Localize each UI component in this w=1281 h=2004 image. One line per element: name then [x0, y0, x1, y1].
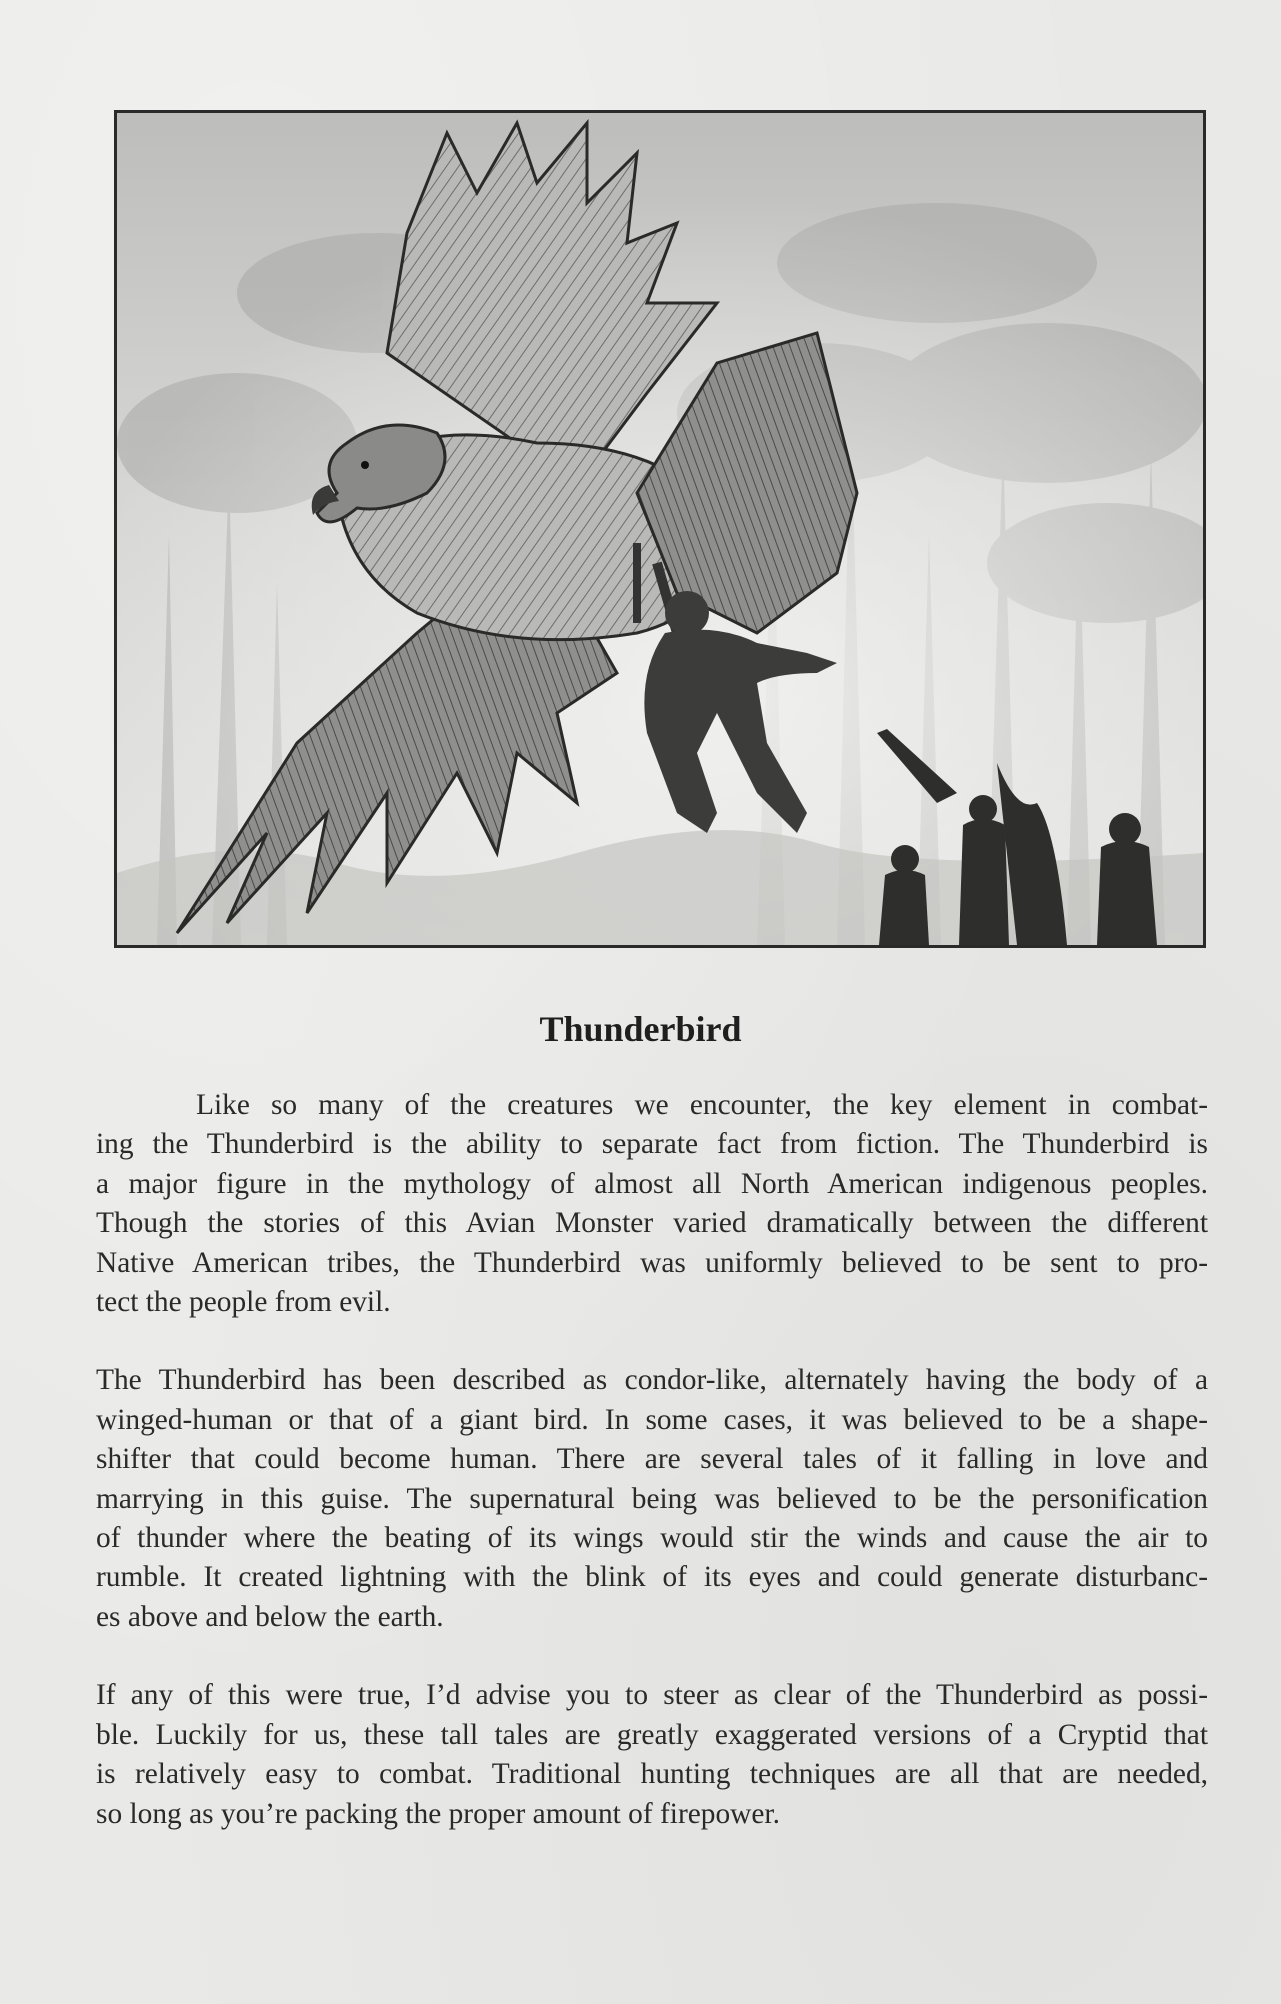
body-text [96, 1086, 1208, 1873]
text-line: rumble. It created lightning with the blink of its eyes and could generate disturbanc- [96, 1561, 1208, 1594]
text-line: of thunder where the beating of its wings would stir the winds and cause the air to [96, 1522, 1208, 1555]
paragraph-2 [96, 1361, 1208, 1637]
text-line: es above and below the earth. [96, 1600, 444, 1633]
text-line: Though the stories of this Avian Monster varied dramatically between the different [96, 1207, 1208, 1240]
text-line: tect the people from evil. [96, 1286, 391, 1319]
text-line: winged-human or that of a giant bird. In some cases, it was believed to be a shape- [96, 1403, 1208, 1436]
text-line: The Thunderbird has been described as condor-like, alternately having the body of a [96, 1364, 1208, 1397]
page-title: Thunderbird [539, 1009, 742, 1049]
text-line: a major figure in the mythology of almost all North American indigenous peoples. [96, 1167, 1208, 1200]
text-line: Like so many of the creatures we encounter, the key element in combat- [196, 1089, 1208, 1121]
text-line: ing the Thunderbird is the ability to separate fact from fiction. The Thunderbird is [96, 1128, 1208, 1161]
thunderbird-illustration [114, 110, 1206, 948]
text-line: shifter that could become human. There are several tales of it falling in love and [96, 1443, 1208, 1476]
text-line: If any of this were true, I’d advise you to steer as clear of the Thunderbird as possi- [96, 1679, 1208, 1712]
text-line: is relatively easy to combat. Traditional hunting techniques are all that are needed, [96, 1758, 1208, 1791]
text-line: marrying in this guise. The supernatural being was believed to be the personification [96, 1482, 1208, 1515]
paragraph-1 [96, 1086, 1208, 1322]
text-line: Native American tribes, the Thunderbird was uniformly believed to be sent to pro- [96, 1246, 1208, 1279]
text-line: so long as you’re packing the proper amount of firepower. [96, 1797, 780, 1830]
illustration-svg [117, 113, 1203, 945]
paragraph-3 [96, 1676, 1208, 1834]
bird-eye [361, 461, 369, 469]
text-line: ble. Luckily for us, these tall tales are greatly exaggerated versions of a Cryptid that [96, 1718, 1208, 1751]
